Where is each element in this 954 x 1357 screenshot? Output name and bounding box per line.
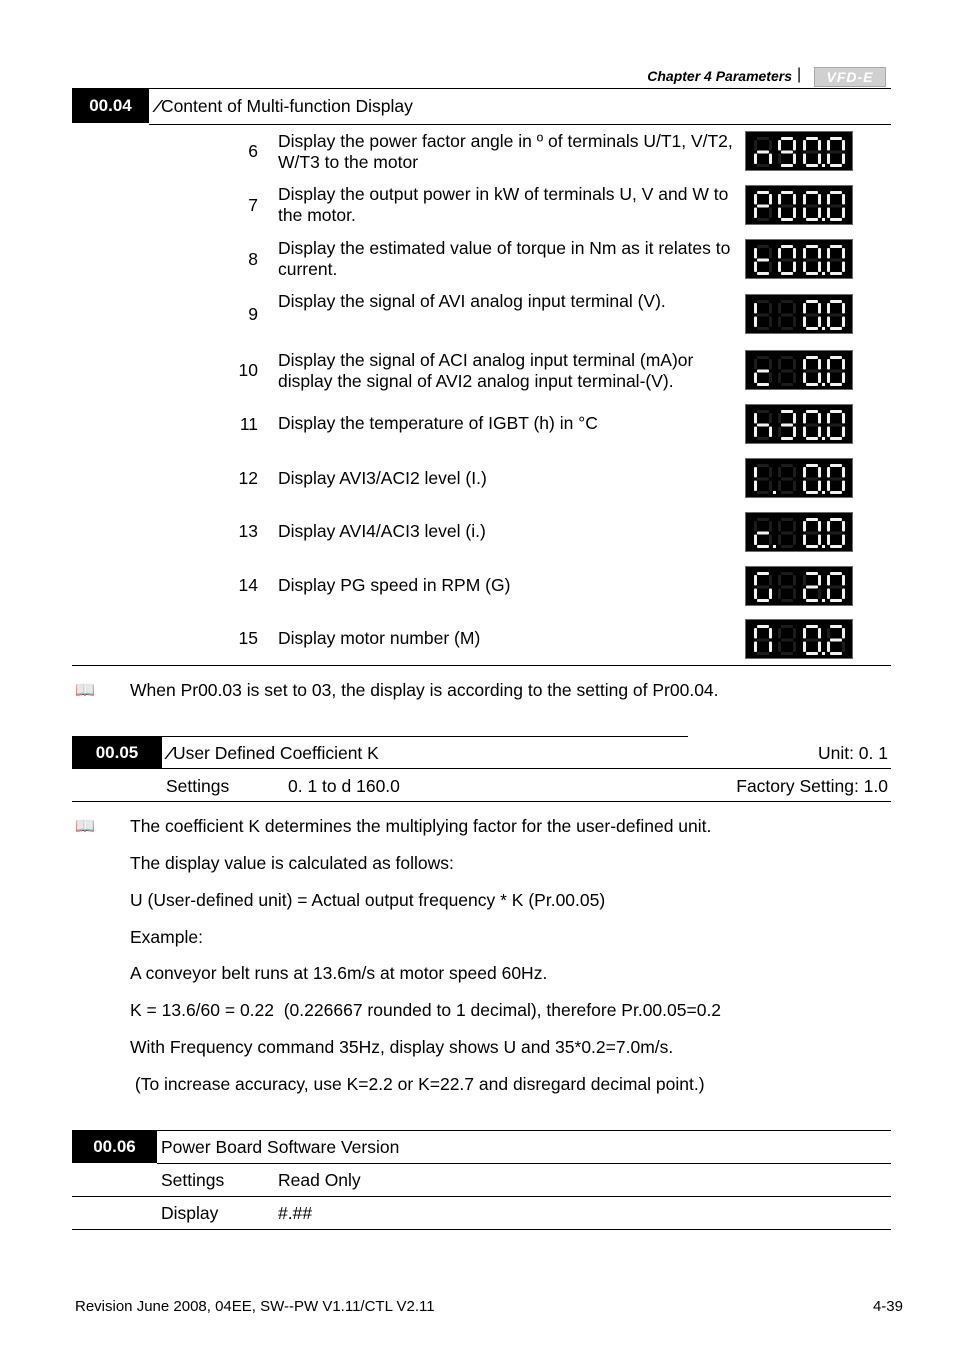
display-label: Display (161, 1203, 219, 1223)
logo-text: VFD-E (826, 69, 874, 85)
param-code-0005: 00.05 (72, 736, 162, 769)
vfd-e-logo (814, 67, 886, 87)
rule (72, 665, 891, 666)
factory-setting: Factory Setting: 1.0 (736, 776, 888, 796)
explanation-line: The coefficient K determines the multiplying factor for the user-defined unit. (130, 816, 712, 836)
mode-description: Display PG speed in RPM (G) (278, 575, 511, 595)
settings-value: 0. 1 to d 160.0 (288, 776, 400, 796)
seven-segment-display-icon (745, 185, 853, 225)
mode-description: Display the output power in kW of terminals U, V and W to the motor. (278, 184, 729, 225)
seven-segment-display-icon (745, 131, 853, 171)
note-text: When Pr00.03 is set to 03, the display is according to the setting of Pr00.04. (130, 680, 719, 700)
mode-description: Display the signal of ACI analog input terminal (mA)or display the signal of AVI2 analog input terminal-(V). (278, 350, 694, 391)
mode-number: 15 (238, 628, 258, 648)
param-code-0006: 00.06 (72, 1130, 157, 1163)
settings-label: Settings (166, 776, 230, 796)
rule (157, 1163, 891, 1164)
book-icon: 📖 (75, 818, 95, 835)
mode-number: 10 (238, 360, 258, 380)
mode-description: Display motor number (M) (278, 628, 481, 648)
settings-value: Read Only (278, 1170, 361, 1190)
book-icon: 📖 (75, 682, 95, 699)
rule (72, 1229, 891, 1230)
chapter-title: Chapter 4 Parameters (647, 68, 792, 84)
footer-revision: Revision June 2008, 04EE, SW--PW V1.11/CTL V2.11 (75, 1298, 435, 1315)
seven-segment-display-icon (745, 350, 853, 390)
seven-segment-display-icon (745, 404, 853, 444)
explanation-line: A conveyor belt runs at 13.6m/s at motor speed 60Hz. (130, 963, 548, 983)
mode-number: 7 (248, 195, 258, 215)
mode-number: 12 (238, 468, 258, 488)
rule (72, 88, 891, 89)
header-separator: | (797, 66, 802, 83)
param-code-0004: 00.04 (72, 89, 149, 123)
unit-label: Unit: 0. 1 (817, 743, 888, 763)
seven-segment-display-icon (745, 512, 853, 552)
edit-mark-icon: ∕ (156, 96, 159, 116)
seven-segment-display-icon (745, 619, 853, 659)
mode-number: 13 (238, 521, 258, 541)
explanation-line: The display value is calculated as follows: (130, 853, 454, 873)
seven-segment-display-icon (745, 458, 853, 498)
mode-description: Display AVI3/ACI2 level (I.) (278, 468, 487, 488)
explanation-line: With Frequency command 35Hz, display shows U and 35*0.2=7.0m/s. (130, 1037, 674, 1057)
page-number: 4-39 (872, 1298, 903, 1315)
edit-mark-icon: ∕ (168, 743, 171, 763)
mode-description: Display the estimated value of torque in Nm as it relates to current. (278, 238, 731, 279)
mode-description: Display the power factor angle in º of terminals U/T1, V/T2, W/T3 to the motor (278, 131, 733, 172)
mode-number: 9 (248, 304, 258, 324)
rule (72, 1196, 891, 1197)
display-value: #.## (278, 1203, 313, 1223)
rule (162, 768, 891, 769)
param-title-0005 (168, 743, 379, 764)
param-title-0006: Power Board Software Version (161, 1137, 400, 1157)
param-title-text: User Defined Coefficient K (172, 743, 379, 763)
seven-segment-display-icon (745, 239, 853, 279)
seven-segment-display-icon (745, 294, 853, 334)
rule (72, 801, 891, 802)
mode-description: Display AVI4/ACI3 level (i.) (278, 521, 486, 541)
mode-number: 11 (239, 414, 258, 434)
rule (149, 124, 891, 125)
mode-number: 6 (248, 141, 258, 161)
mode-description: Display the temperature of IGBT (h) in °C (278, 413, 598, 433)
explanation-line: U (User-defined unit) = Actual output frequency * K (Pr.00.05) (130, 890, 606, 910)
rule (162, 736, 688, 737)
rule (72, 1130, 891, 1131)
mode-number: 8 (248, 249, 258, 269)
param-title-text: Content of Multi-function Display (160, 96, 413, 116)
param-title-0004 (156, 96, 413, 117)
explanation-line: (To increase accuracy, use K=2.2 or K=22.7 and disregard decimal point.) (130, 1074, 705, 1094)
settings-label: Settings (161, 1170, 225, 1190)
mode-number: 14 (238, 575, 258, 595)
mode-description: Display the signal of AVI analog input terminal (V). (278, 291, 666, 311)
explanation-line: K = 13.6/60 = 0.22 (0.226667 rounded to 1 decimal), therefore Pr.00.05=0.2 (130, 1000, 722, 1020)
explanation-line: Example: (130, 927, 203, 947)
seven-segment-display-icon (745, 566, 853, 606)
